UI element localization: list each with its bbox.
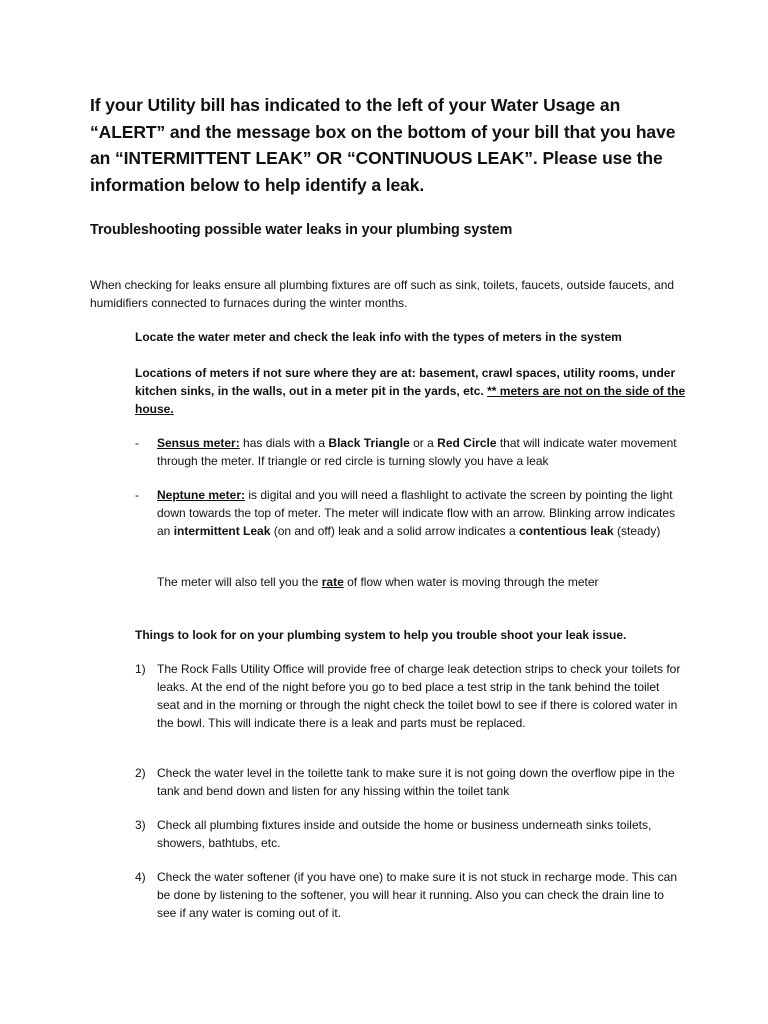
text-run: or a bbox=[409, 436, 438, 450]
intro-paragraph: When checking for leaks ensure all plumbing fixtures are off such as sink, toilets, faucets, outside faucets, and humidifiers connected to furnaces during the winter months. bbox=[90, 278, 675, 310]
text-run: is digital and you will need a flashlight to activate the screen by pointing the light down towards the top of meter. The meter will indicate flow with an arrow. Blinking arrow indicates an bbox=[157, 488, 676, 538]
intermittent-leak-term: intermittent Leak bbox=[173, 524, 271, 538]
bullet-dash: - bbox=[135, 488, 139, 502]
meter-locations-note: ** meters are not on the side of the house. bbox=[135, 384, 686, 416]
contentious-leak-term: contentious leak bbox=[518, 524, 614, 538]
list-item-text: Check the water level in the toilette tank to make sure it is not going down the overflow pipe in the tank and bend down and listen for any hissing within the toilet tank bbox=[157, 766, 675, 798]
list-number: 2) bbox=[135, 766, 146, 780]
neptune-meter-label: Neptune meter: bbox=[157, 488, 246, 502]
list-number: 1) bbox=[135, 662, 146, 676]
things-to-look-for-heading: Things to look for on your plumbing system to help you trouble shoot your leak issue. bbox=[135, 628, 627, 642]
text-run: (on and off) leak and a solid arrow indicates a bbox=[270, 524, 519, 538]
text-run: has dials with a bbox=[239, 436, 329, 450]
red-circle-term: Red Circle bbox=[437, 436, 497, 450]
text-run: The meter will also tell you the bbox=[157, 575, 322, 589]
list-item-text: Check all plumbing fixtures inside and outside the home or business underneath sinks toilets, showers, bathtubs, etc. bbox=[157, 818, 652, 850]
list-item-text: Check the water softener (if you have one) to make sure it is not stuck in recharge mode. This can be done by listening to the softener, you will hear it running. Also you can check the drain line to see if any water is coming out of it. bbox=[157, 870, 678, 920]
text-run: that will indicate water movement through the meter. If triangle or red circle is turning slowly you have a leak bbox=[157, 436, 677, 468]
text-run: of flow when water is moving through the meter bbox=[343, 575, 599, 589]
rate-term: rate bbox=[321, 575, 344, 589]
sensus-meter-label: Sensus meter: bbox=[157, 436, 240, 450]
bullet-dash: - bbox=[135, 436, 139, 450]
text-run: (steady) bbox=[613, 524, 661, 538]
sensus-meter-text bbox=[157, 434, 677, 470]
locate-meter-instruction: Locate the water meter and check the leak info with the types of meters in the system bbox=[135, 330, 622, 344]
list-number: 3) bbox=[135, 818, 146, 832]
list-number: 4) bbox=[135, 870, 146, 884]
meter-locations-text: Locations of meters if not sure where they are at: basement, crawl spaces, utility rooms, under kitchen sinks, in the walls, out in a meter pit in the yards, etc. bbox=[135, 366, 676, 398]
page-heading: If your Utility bill has indicated to the left of your Water Usage an “ALERT” and the message box on the bottom of your bill that you have an “INTERMITTENT LEAK” OR “CONTINUOUS LEAK”. Please use the information below to help identify a leak. bbox=[90, 95, 676, 195]
black-triangle-term: Black Triangle bbox=[328, 436, 410, 450]
list-item-text: The Rock Falls Utility Office will provide free of charge leak detection strips to check your toilets for leaks. At the end of the night before you go to bed place a test strip in the tank behind the toilet seat and in the morning or through the night check the toilet bowl to see if there is colored water in the bowl. This will indicate there is a leak and parts must be replaced. bbox=[157, 662, 681, 730]
meter-locations-paragraph bbox=[135, 364, 695, 418]
section-title: Troubleshooting possible water leaks in your plumbing system bbox=[90, 222, 513, 238]
meter-rate-note bbox=[157, 573, 697, 591]
neptune-meter-text bbox=[157, 486, 677, 540]
